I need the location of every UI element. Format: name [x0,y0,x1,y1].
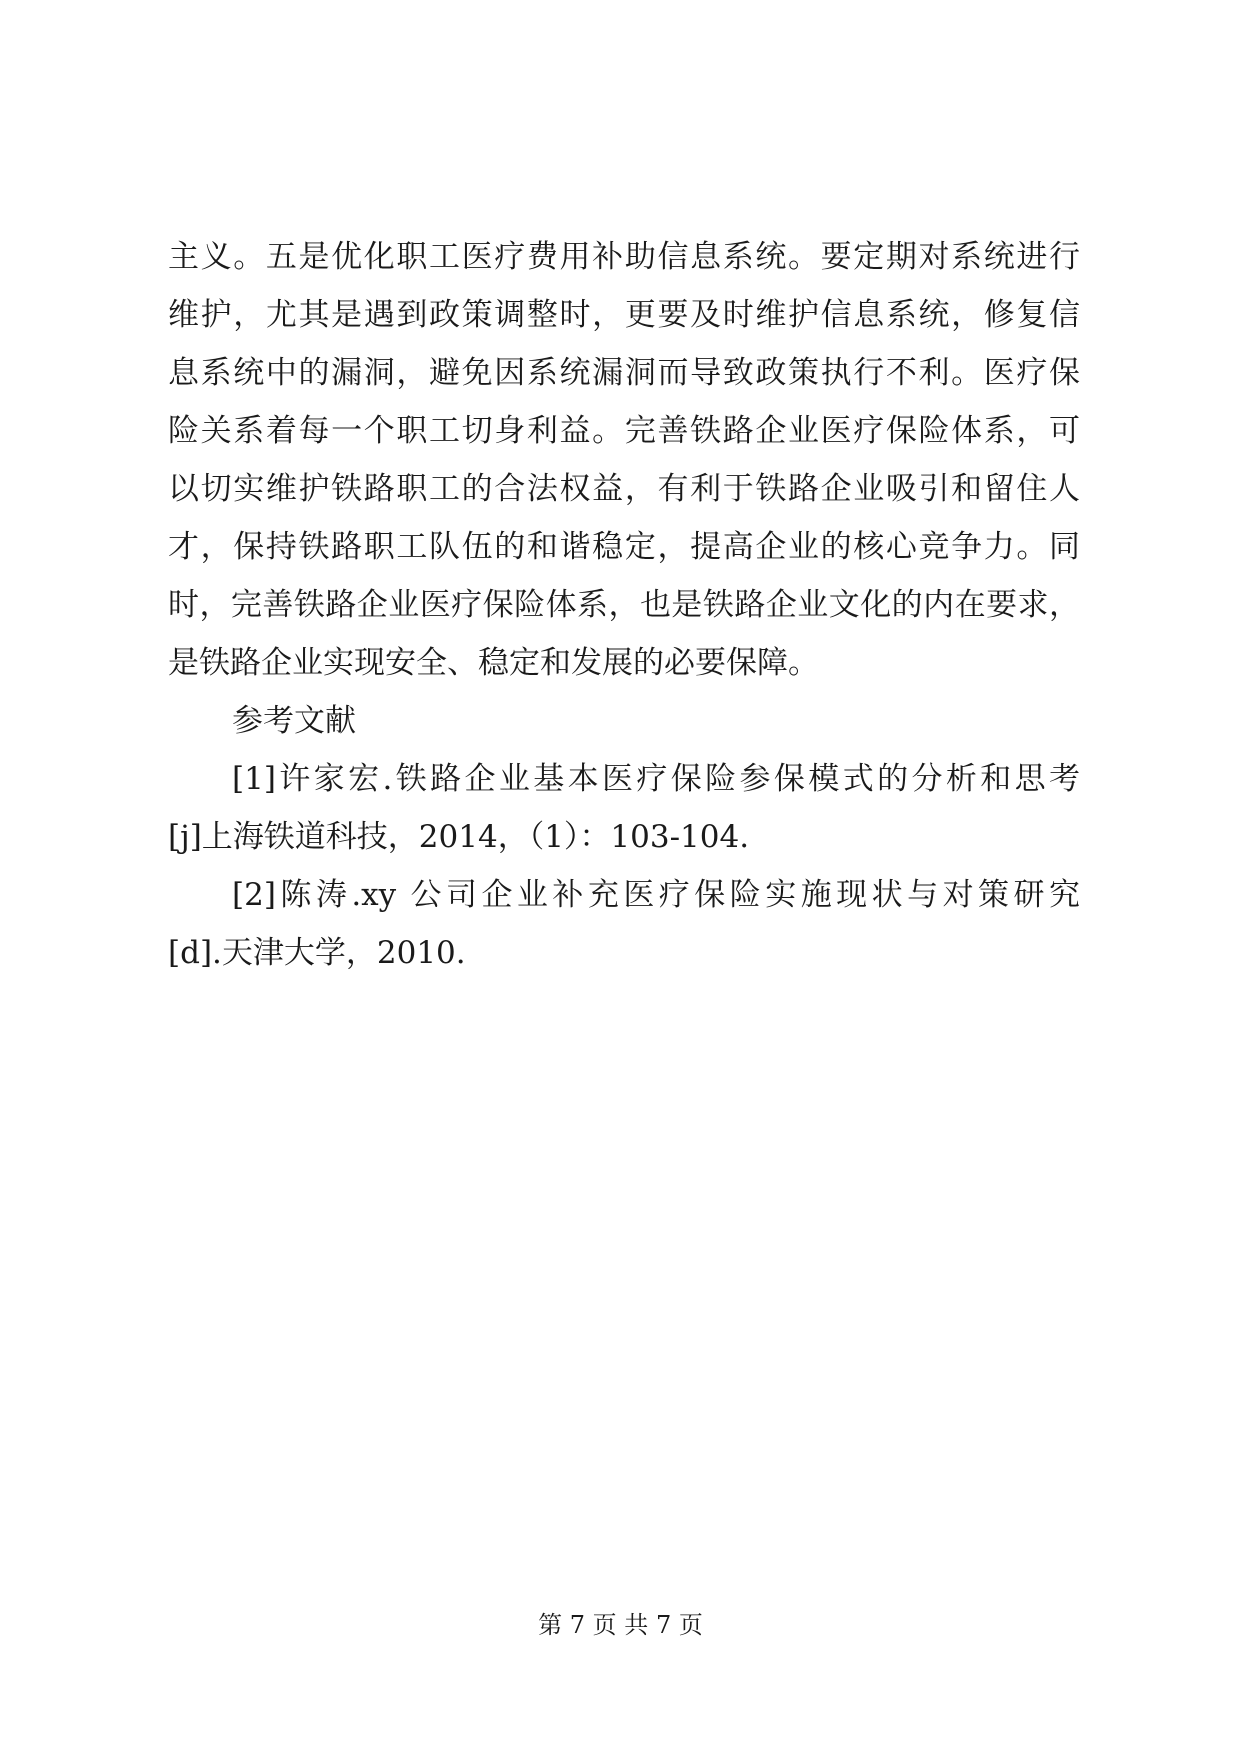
reference-1-line-2: [j]上海铁道科技，2014，（1）：103-104. [168,819,750,855]
paragraph-line-1: 主义。五是优化职工医疗费用补助信息系统。要定期对系统进行 [168,239,1080,275]
paragraph-line-4: 险关系着每一个职工切身利益。完善铁路企业医疗保险体系，可 [168,413,1080,449]
paragraph-line-5: 以切实维护铁路职工的合法权益，有利于铁路企业吸引和留住人 [168,471,1080,507]
body-text [168,228,1080,982]
page-footer: 第 7 页 共 7 页 [538,1611,703,1639]
paragraph [168,228,1080,692]
reference-item-1 [168,750,1080,866]
paragraph-line-3: 息系统中的漏洞，避免因系统漏洞而导致政策执行不利。医疗保 [168,355,1080,391]
references-heading: 参考文献 [232,703,356,739]
paragraph-line-2: 维护，尤其是遇到政策调整时，更要及时维护信息系统，修复信 [168,297,1080,333]
paragraph-line-6: 才，保持铁路职工队伍的和谐稳定，提高企业的核心竞争力。同 [168,529,1080,565]
paragraph-line-7: 时，完善铁路企业医疗保险体系，也是铁路企业文化的内在要求， [168,587,1080,623]
paragraph-line-8: 是铁路企业实现安全、稳定和发展的必要保障。 [168,645,819,681]
reference-item-2 [168,866,1080,982]
reference-2-line-1: [2]陈涛.xy 公司企业补充医疗保险实施现状与对策研究 [232,877,1080,913]
reference-2-line-2: [d].天津大学，2010. [168,935,466,971]
reference-1-line-1: [1]许家宏.铁路企业基本医疗保险参保模式的分析和思考 [232,761,1080,797]
